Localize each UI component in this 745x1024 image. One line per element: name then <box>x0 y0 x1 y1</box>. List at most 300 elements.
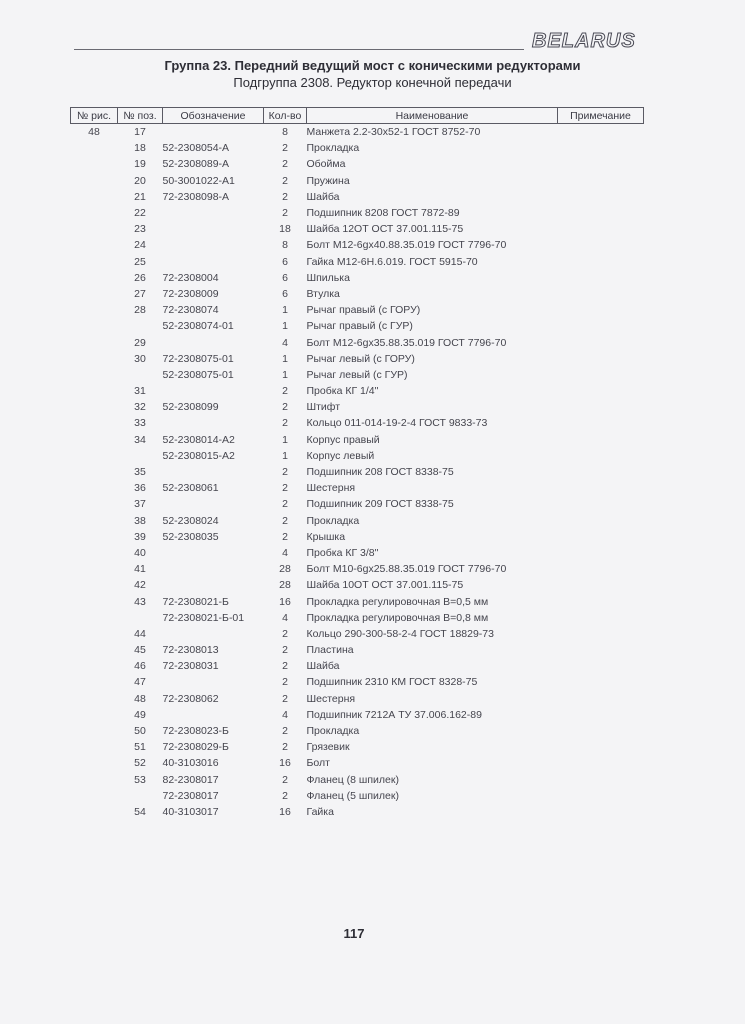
figure-cell <box>71 286 118 302</box>
designation-cell <box>163 415 264 431</box>
name-cell: Обойма <box>306 158 346 171</box>
table-row <box>71 610 644 626</box>
position-cell: 38 <box>134 514 146 527</box>
position-cell: 49 <box>134 708 146 721</box>
table-row <box>71 383 644 399</box>
name-cell: Подшипник 208 ГОСТ 8338-75 <box>306 466 454 479</box>
position-cell: 48 <box>134 692 146 705</box>
figure-cell <box>71 318 118 334</box>
quantity-cell: 1 <box>282 304 288 317</box>
quantity-cell: 6 <box>282 255 288 268</box>
figure-cell <box>71 593 118 609</box>
figure-cell <box>71 642 118 658</box>
name-cell: Рычаг правый (с ГОРУ) <box>306 304 421 317</box>
column-header-designation: Обозначение <box>163 108 264 124</box>
note-cell <box>558 270 644 286</box>
page-number: 117 <box>343 926 365 941</box>
quantity-cell: 2 <box>282 660 288 673</box>
position-cell: 41 <box>134 563 146 576</box>
designation-cell: 72-2308031 <box>162 660 219 673</box>
figure-cell <box>71 513 118 529</box>
name-cell: Пробка КГ 1/4" <box>306 385 379 398</box>
table-row <box>71 189 644 205</box>
table-row <box>71 772 644 788</box>
figure-cell <box>71 626 118 642</box>
designation-cell: 72-2308021-Б-01 <box>162 611 245 624</box>
designation-cell: 72-2308021-Б <box>162 595 229 608</box>
position-cell: 33 <box>134 417 146 430</box>
note-cell <box>558 691 644 707</box>
position-cell: 26 <box>134 271 146 284</box>
table-row <box>71 124 644 141</box>
name-cell: Кольцо 290-300-58-2-4 ГОСТ 18829-73 <box>306 627 494 640</box>
designation-cell: 52-2308024 <box>162 514 219 527</box>
designation-cell <box>163 464 264 480</box>
table-row <box>71 561 644 577</box>
position-cell: 42 <box>134 579 146 592</box>
position-cell: 19 <box>134 158 146 171</box>
name-cell: Гайка М12-6Н.6.019. ГОСТ 5915-70 <box>306 255 478 268</box>
designation-cell <box>163 205 264 221</box>
table-row <box>71 415 644 431</box>
figure-cell <box>71 432 118 448</box>
designation-cell: 52-2308099 <box>162 401 219 414</box>
designation-cell: 72-2308009 <box>162 287 219 300</box>
name-cell: Прокладка регулировочная В=0,8 мм <box>306 611 489 624</box>
note-cell <box>558 804 644 820</box>
designation-cell: 40-3103016 <box>162 757 219 770</box>
quantity-cell: 2 <box>282 514 288 527</box>
table-row <box>71 691 644 707</box>
position-cell: 43 <box>134 595 146 608</box>
quantity-cell: 6 <box>282 271 288 284</box>
position-cell: 36 <box>134 482 146 495</box>
name-cell: Болт М12-6gх40.88.35.019 ГОСТ 7796-70 <box>306 239 507 252</box>
position-cell: 25 <box>134 255 146 268</box>
table-row <box>71 205 644 221</box>
position-cell <box>118 318 163 334</box>
table-row <box>71 496 644 512</box>
figure-cell <box>71 448 118 464</box>
position-cell: 46 <box>134 660 146 673</box>
table-row <box>71 804 644 820</box>
note-cell <box>558 334 644 350</box>
note-cell <box>558 383 644 399</box>
designation-cell <box>163 496 264 512</box>
name-cell: Рычаг правый (с ГУР) <box>306 320 413 333</box>
table-row <box>71 674 644 690</box>
position-cell <box>118 610 163 626</box>
table-row <box>71 286 644 302</box>
designation-cell: 52-2308015-А2 <box>162 449 235 462</box>
designation-cell: 52-2308014-А2 <box>162 433 235 446</box>
quantity-cell: 1 <box>282 320 288 333</box>
table-row <box>71 755 644 771</box>
quantity-cell: 2 <box>282 627 288 640</box>
position-cell: 34 <box>134 433 146 446</box>
note-cell <box>558 658 644 674</box>
quantity-cell: 2 <box>282 773 288 786</box>
designation-cell <box>163 674 264 690</box>
name-cell: Шайба 10ОТ ОСТ 37.001.115-75 <box>306 579 464 592</box>
designation-cell <box>163 334 264 350</box>
designation-cell <box>163 626 264 642</box>
figure-cell <box>71 723 118 739</box>
table-row <box>71 480 644 496</box>
note-cell <box>558 755 644 771</box>
note-cell <box>558 707 644 723</box>
figure-cell <box>71 205 118 221</box>
quantity-cell: 2 <box>282 466 288 479</box>
quantity-cell: 2 <box>282 158 288 171</box>
figure-cell <box>71 415 118 431</box>
table-row <box>71 334 644 350</box>
figure-cell <box>71 772 118 788</box>
note-cell <box>558 124 644 141</box>
quantity-cell: 6 <box>282 287 288 300</box>
table-row <box>71 367 644 383</box>
quantity-cell: 2 <box>282 190 288 203</box>
table-row <box>71 642 644 658</box>
note-cell <box>558 318 644 334</box>
note-cell <box>558 642 644 658</box>
position-cell: 53 <box>134 773 146 786</box>
position-cell: 50 <box>134 725 146 738</box>
quantity-cell: 18 <box>279 223 291 236</box>
name-cell: Пластина <box>306 644 354 657</box>
designation-cell: 52-2308074-01 <box>162 320 234 333</box>
name-cell: Втулка <box>306 287 340 300</box>
quantity-cell: 2 <box>282 692 288 705</box>
position-cell: 28 <box>134 304 146 317</box>
quantity-cell: 4 <box>282 546 288 559</box>
designation-cell <box>163 561 264 577</box>
position-cell: 17 <box>134 126 146 139</box>
name-cell: Болт М10-6gх25.88.35.019 ГОСТ 7796-70 <box>306 563 507 576</box>
quantity-cell: 2 <box>282 676 288 689</box>
figure-cell <box>71 270 118 286</box>
position-cell: 35 <box>134 466 146 479</box>
position-cell: 39 <box>134 530 146 543</box>
position-cell: 54 <box>134 805 146 818</box>
name-cell: Фланец (5 шпилек) <box>306 789 399 802</box>
note-cell <box>558 205 644 221</box>
table-row <box>71 739 644 755</box>
note-cell <box>558 577 644 593</box>
note-cell <box>558 529 644 545</box>
figure-cell <box>71 302 118 318</box>
table-row <box>71 156 644 172</box>
table-row <box>71 723 644 739</box>
column-header-note: Примечание <box>558 108 644 124</box>
quantity-cell: 2 <box>282 644 288 657</box>
name-cell: Подшипник 8208 ГОСТ 7872-89 <box>306 207 460 220</box>
note-cell <box>558 302 644 318</box>
figure-cell <box>71 156 118 172</box>
note-cell <box>558 432 644 448</box>
quantity-cell: 2 <box>282 207 288 220</box>
note-cell <box>558 480 644 496</box>
brand-logo: BELARUS <box>532 30 636 52</box>
figure-cell <box>71 658 118 674</box>
note-cell <box>558 610 644 626</box>
position-cell: 31 <box>134 385 146 398</box>
name-cell: Прокладка <box>306 514 360 527</box>
designation-cell: 82-2308017 <box>162 773 219 786</box>
note-cell <box>558 221 644 237</box>
quantity-cell: 1 <box>282 433 288 446</box>
name-cell: Корпус правый <box>306 433 380 446</box>
figure-cell <box>71 237 118 253</box>
designation-cell: 40-3103017 <box>162 805 219 818</box>
name-cell: Шестерня <box>306 692 356 705</box>
table-row <box>71 173 644 189</box>
table-row <box>71 626 644 642</box>
position-cell: 45 <box>134 644 146 657</box>
figure-cell <box>71 755 118 771</box>
name-cell: Манжета 2.2-30х52-1 ГОСТ 8752-70 <box>306 126 481 139</box>
figure-cell <box>71 221 118 237</box>
name-cell: Подшипник 7212А ТУ 37.006.162-89 <box>306 708 482 721</box>
table-row <box>71 593 644 609</box>
designation-cell: 72-2308029-Б <box>162 741 229 754</box>
note-cell <box>558 286 644 302</box>
designation-cell: 52-2308075-01 <box>162 368 234 381</box>
name-cell: Штифт <box>306 401 341 414</box>
designation-cell <box>163 237 264 253</box>
note-cell <box>558 513 644 529</box>
designation-cell: 72-2308004 <box>162 271 219 284</box>
table-row <box>71 302 644 318</box>
name-cell: Шпилька <box>306 271 350 284</box>
designation-cell: 72-2308075-01 <box>162 352 234 365</box>
page-title: Группа 23. Передний ведущий мост с коническими редукторами <box>164 58 581 73</box>
figure-cell <box>71 399 118 415</box>
note-cell <box>558 448 644 464</box>
figure-cell <box>71 707 118 723</box>
note-cell <box>558 189 644 205</box>
quantity-cell: 4 <box>282 611 288 624</box>
note-cell <box>558 351 644 367</box>
figure-cell <box>71 351 118 367</box>
position-cell: 37 <box>134 498 146 511</box>
designation-cell: 50-3001022-А1 <box>162 174 235 187</box>
position-cell: 40 <box>134 546 146 559</box>
designation-cell <box>163 383 264 399</box>
table-row <box>71 448 644 464</box>
quantity-cell: 1 <box>282 449 288 462</box>
designation-cell: 52-2308035 <box>162 530 219 543</box>
table-row <box>71 577 644 593</box>
position-cell: 18 <box>134 142 146 155</box>
note-cell <box>558 723 644 739</box>
name-cell: Шайба <box>306 190 340 203</box>
position-cell: 52 <box>134 757 146 770</box>
position-cell: 21 <box>134 190 146 203</box>
position-cell: 47 <box>134 676 146 689</box>
figure-cell <box>71 334 118 350</box>
position-cell: 20 <box>134 174 146 187</box>
name-cell: Гайка <box>306 805 334 818</box>
designation-cell: 52-2308089-А <box>162 158 230 171</box>
position-cell: 30 <box>134 352 146 365</box>
table-row <box>71 707 644 723</box>
note-cell <box>558 367 644 383</box>
note-cell <box>558 561 644 577</box>
designation-cell: 72-2308013 <box>162 644 219 657</box>
table-header-row <box>71 108 644 124</box>
note-cell <box>558 496 644 512</box>
note-cell <box>558 464 644 480</box>
note-cell <box>558 626 644 642</box>
quantity-cell: 2 <box>282 142 288 155</box>
column-header-name: Наименование <box>307 108 558 124</box>
table-row <box>71 788 644 804</box>
quantity-cell: 28 <box>279 563 291 576</box>
quantity-cell: 2 <box>282 401 288 414</box>
designation-cell: 72-2308098-А <box>162 190 230 203</box>
figure-cell <box>71 545 118 561</box>
figure-cell <box>71 367 118 383</box>
name-cell: Шестерня <box>306 482 356 495</box>
designation-cell: 52-2308054-А <box>162 142 230 155</box>
designation-cell: 72-2308023-Б <box>162 725 229 738</box>
table-row <box>71 432 644 448</box>
name-cell: Подшипник 209 ГОСТ 8338-75 <box>306 498 454 511</box>
figure-cell <box>71 173 118 189</box>
quantity-cell: 16 <box>279 757 291 770</box>
quantity-cell: 2 <box>282 385 288 398</box>
note-cell <box>558 788 644 804</box>
table-row <box>71 464 644 480</box>
figure-cell <box>71 577 118 593</box>
note-cell <box>558 674 644 690</box>
quantity-cell: 2 <box>282 482 288 495</box>
name-cell: Болт М12-6gх35.88.35.019 ГОСТ 7796-70 <box>306 336 507 349</box>
quantity-cell: 2 <box>282 174 288 187</box>
name-cell: Шайба <box>306 660 340 673</box>
name-cell: Рычаг левый (с ГОРУ) <box>306 352 415 365</box>
table-row <box>71 351 644 367</box>
table-row <box>71 237 644 253</box>
figure-cell <box>71 788 118 804</box>
quantity-cell: 4 <box>282 336 288 349</box>
table-row <box>71 399 644 415</box>
name-cell: Подшипник 2310 КМ ГОСТ 8328-75 <box>306 676 478 689</box>
name-cell: Корпус левый <box>306 449 375 462</box>
figure-cell <box>71 674 118 690</box>
position-cell: 51 <box>134 741 146 754</box>
quantity-cell: 8 <box>282 126 288 139</box>
quantity-cell: 1 <box>282 368 288 381</box>
quantity-cell: 2 <box>282 725 288 738</box>
quantity-cell: 8 <box>282 239 288 252</box>
name-cell: Рычаг левый (с ГУР) <box>306 368 408 381</box>
designation-cell <box>163 221 264 237</box>
quantity-cell: 2 <box>282 741 288 754</box>
table-row <box>71 318 644 334</box>
designation-cell <box>163 124 264 141</box>
figure-cell <box>71 140 118 156</box>
figure-cell <box>71 496 118 512</box>
parts-table <box>70 107 644 820</box>
designation-cell: 72-2308074 <box>162 304 219 317</box>
note-cell <box>558 399 644 415</box>
note-cell <box>558 593 644 609</box>
parts-table-body <box>71 124 644 821</box>
position-cell <box>118 788 163 804</box>
note-cell <box>558 415 644 431</box>
table-row <box>71 658 644 674</box>
table-row <box>71 513 644 529</box>
figure-cell <box>71 561 118 577</box>
name-cell: Фланец (8 шпилек) <box>306 773 399 786</box>
column-header-position: № поз. <box>118 108 163 124</box>
position-cell: 29 <box>134 336 146 349</box>
figure-cell <box>71 383 118 399</box>
column-header-figure: № рис. <box>71 108 118 124</box>
quantity-cell: 2 <box>282 417 288 430</box>
note-cell <box>558 140 644 156</box>
position-cell <box>118 367 163 383</box>
figure-cell <box>71 254 118 270</box>
quantity-cell: 2 <box>282 498 288 511</box>
figure-cell <box>71 529 118 545</box>
name-cell: Прокладка <box>306 142 360 155</box>
name-cell: Кольцо 011-014-19-2-4 ГОСТ 9833-73 <box>306 417 488 430</box>
position-cell: 27 <box>134 287 146 300</box>
figure-cell <box>71 480 118 496</box>
quantity-cell: 4 <box>282 708 288 721</box>
note-cell <box>558 772 644 788</box>
name-cell: Крышка <box>306 530 346 543</box>
name-cell: Болт <box>306 757 330 770</box>
designation-cell <box>163 577 264 593</box>
position-cell: 44 <box>134 627 146 640</box>
name-cell: Пробка КГ 3/8" <box>306 546 379 559</box>
figure-cell <box>71 189 118 205</box>
figure-cell <box>71 804 118 820</box>
quantity-cell: 28 <box>279 579 291 592</box>
note-cell <box>558 156 644 172</box>
quantity-cell: 16 <box>279 805 291 818</box>
name-cell: Прокладка регулировочная В=0,5 мм <box>306 595 489 608</box>
column-header-quantity: Кол-во <box>264 108 307 124</box>
designation-cell: 52-2308061 <box>162 482 219 495</box>
position-cell: 22 <box>134 207 146 220</box>
figure-cell: 48 <box>88 126 100 139</box>
designation-cell: 72-2308062 <box>162 692 219 705</box>
table-row <box>71 529 644 545</box>
quantity-cell: 1 <box>282 352 288 365</box>
figure-cell <box>71 691 118 707</box>
quantity-cell: 2 <box>282 530 288 543</box>
designation-cell: 72-2308017 <box>162 789 219 802</box>
designation-cell <box>163 254 264 270</box>
note-cell <box>558 237 644 253</box>
designation-cell <box>163 707 264 723</box>
quantity-cell: 16 <box>279 595 291 608</box>
table-row <box>71 221 644 237</box>
designation-cell <box>163 545 264 561</box>
page-subtitle: Подгруппа 2308. Редуктор конечной передачи <box>233 75 512 90</box>
note-cell <box>558 739 644 755</box>
table-row <box>71 254 644 270</box>
position-cell: 32 <box>134 401 146 414</box>
header-rule <box>74 49 524 50</box>
name-cell: Шайба 12ОТ ОСТ 37.001.115-75 <box>306 223 464 236</box>
table-row <box>71 545 644 561</box>
